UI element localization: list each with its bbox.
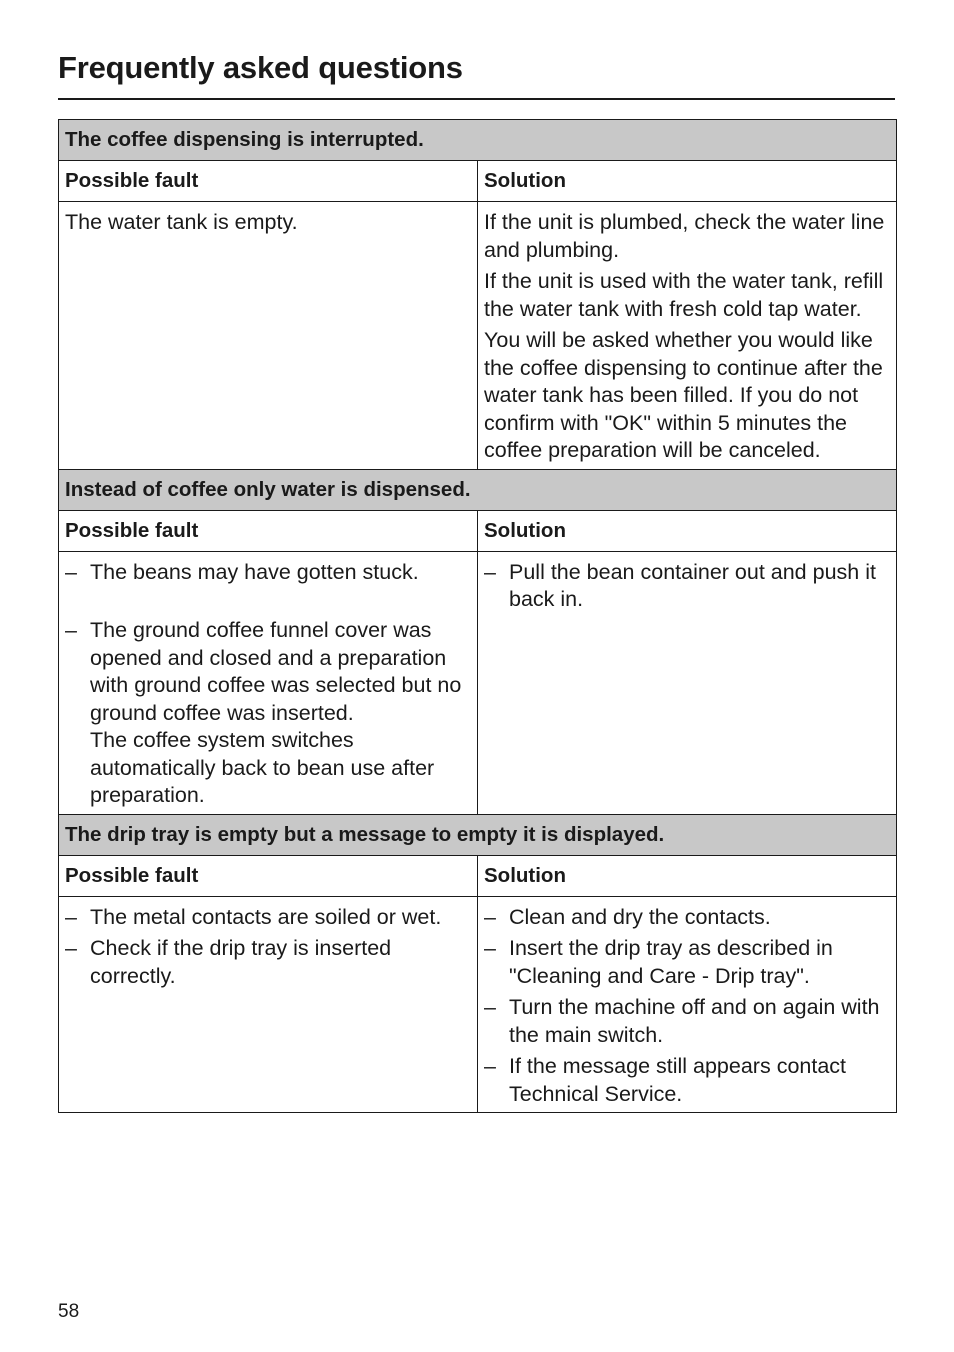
solution-list <box>484 904 888 1109</box>
page-title: Frequently asked questions <box>58 50 463 85</box>
solution-text: If the unit is plumbed, check the water line and plumbing. <box>484 210 885 262</box>
solution-text: Turn the machine off and on again with the main switch. <box>509 995 880 1047</box>
list-item <box>484 935 888 990</box>
fault-list <box>65 559 469 810</box>
fault-cell <box>59 202 478 470</box>
section-heading: The coffee dispensing is interrupted. <box>59 120 897 161</box>
solution-cell <box>478 551 897 814</box>
solution-column-header: Solution <box>478 855 897 896</box>
fault-column-header: Possible fault <box>59 161 478 202</box>
section-heading-row <box>59 120 897 161</box>
solution-text: Clean and dry the contacts. <box>509 904 771 929</box>
solution-text: Insert the drip tray as described in "Cleaning and Care - Drip tray". <box>509 936 833 988</box>
solution-text: If the unit is used with the water tank, refill the water tank with fresh cold tap water. <box>484 269 884 321</box>
solution-text: You will be asked whether you would like the coffee dispensing to continue after the water tank has been filled. If you do not confirm with "OK" within 5 minutes the coffee preparation will be canceled. <box>484 328 883 462</box>
title-divider <box>58 98 895 100</box>
fault-text: The beans may have gotten stuck. <box>90 559 419 584</box>
section-heading-row <box>59 469 897 510</box>
fault-list <box>65 904 469 991</box>
table-row <box>59 896 897 1113</box>
solution-column-header: Solution <box>478 161 897 202</box>
section-heading-row <box>59 814 897 855</box>
page-number: 58 <box>58 1301 80 1322</box>
list-item <box>65 617 469 810</box>
section-heading: The drip tray is empty but a message to empty it is displayed. <box>59 814 897 855</box>
list-item <box>484 994 888 1049</box>
section-heading: Instead of coffee only water is dispensed. <box>59 469 897 510</box>
column-header-row <box>59 510 897 551</box>
table-row <box>59 551 897 814</box>
list-item <box>484 904 888 932</box>
solution-cell <box>478 896 897 1113</box>
fault-note: The coffee system switches automatically back to bean use after preparation. <box>90 728 435 807</box>
column-header-row <box>59 855 897 896</box>
fault-cell <box>59 551 478 814</box>
solution-text: Pull the bean container out and push it back in. <box>509 559 876 611</box>
list-item <box>484 559 888 614</box>
fault-column-header: Possible fault <box>59 510 478 551</box>
fault-column-header: Possible fault <box>59 855 478 896</box>
solution-list <box>484 559 888 614</box>
list-item <box>65 904 469 932</box>
solution-column-header: Solution <box>478 510 897 551</box>
fault-text: – The ground coffee funnel cover was opened and closed and a preparation with ground coffee was selected but no ground coffee was inserted. <box>90 618 462 725</box>
fault-text: The water tank is empty. <box>65 210 298 234</box>
solution-text: If the message still appears contact Technical Service. <box>509 1054 847 1106</box>
faq-table <box>58 119 897 1113</box>
table-row <box>59 202 897 470</box>
list-item <box>484 1053 888 1108</box>
fault-text: The metal contacts are soiled or wet. <box>90 904 442 929</box>
fault-text: Check if the drip tray is inserted correctly. <box>90 936 392 988</box>
list-item <box>65 559 469 587</box>
column-header-row <box>59 161 897 202</box>
fault-cell <box>59 896 478 1113</box>
list-item <box>65 935 469 990</box>
solution-cell <box>478 202 897 470</box>
